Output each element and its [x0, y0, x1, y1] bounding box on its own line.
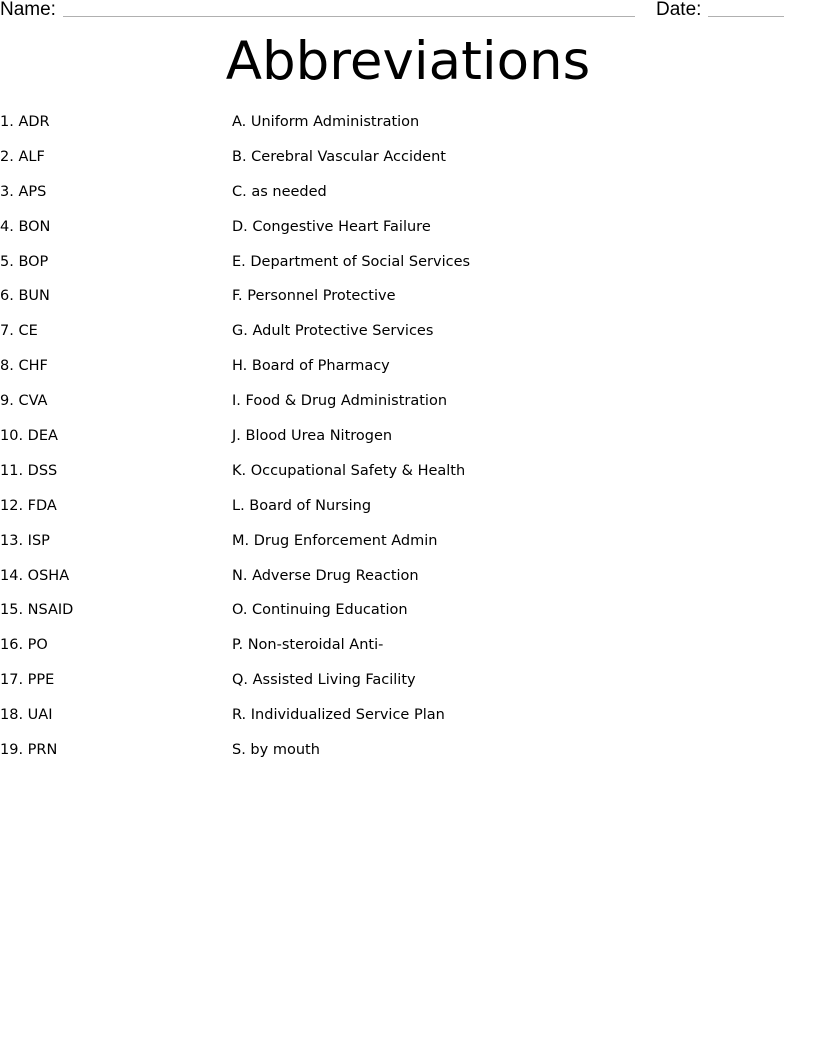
list-item	[0, 182, 816, 217]
list-item	[0, 391, 816, 426]
definition-option: O. Continuing Education	[232, 602, 408, 619]
definition-option: B. Cerebral Vascular Accident	[232, 148, 446, 165]
worksheet-header	[0, 0, 816, 24]
definition-option: S. by mouth	[232, 742, 320, 759]
abbreviation-term: 9. CVA	[0, 393, 48, 410]
abbreviation-term: 11. DSS	[0, 462, 58, 479]
definition-option: L. Board of Nursing	[232, 497, 372, 514]
abbreviation-term: 3. APS	[0, 183, 47, 200]
abbreviation-term: 16. PO	[0, 637, 48, 654]
abbreviation-term: 12. FDA	[0, 497, 57, 514]
list-item	[0, 321, 816, 356]
page-title: Abbreviations	[225, 31, 591, 92]
definition-option: H. Board of Pharmacy	[232, 358, 390, 375]
list-item	[0, 566, 816, 601]
list-item	[0, 356, 816, 391]
abbreviation-term: 7. CE	[0, 323, 38, 340]
definition-option: R. Individualized Service Plan	[232, 707, 445, 724]
definition-option: Q. Assisted Living Facility	[232, 672, 416, 689]
list-item	[0, 496, 816, 531]
definition-option: E. Department of Social Services	[232, 253, 471, 270]
list-item	[0, 461, 816, 496]
definition-option: F. Personnel Protective	[232, 288, 396, 305]
abbreviation-term: 17. PPE	[0, 672, 55, 689]
list-item	[0, 705, 816, 740]
list-item	[0, 600, 816, 635]
definition-option: M. Drug Enforcement Admin	[232, 532, 438, 549]
definition-option: P. Non-steroidal Anti-	[232, 637, 384, 654]
date-label: Date:	[656, 0, 702, 20]
definition-option: D. Congestive Heart Failure	[232, 218, 431, 235]
list-item	[0, 740, 816, 775]
abbreviation-term: 6. BUN	[0, 288, 50, 305]
name-label: Name:	[0, 0, 56, 20]
date-blank-line[interactable]	[708, 16, 784, 17]
abbreviation-term: 2. ALF	[0, 148, 45, 165]
list-item	[0, 217, 816, 252]
abbreviation-term: 1. ADR	[0, 114, 50, 130]
definition-option: K. Occupational Safety & Health	[232, 462, 466, 479]
definition-option: J. Blood Urea Nitrogen	[232, 428, 393, 445]
abbreviation-term: 15. NSAID	[0, 602, 74, 619]
abbreviation-term: 19. PRN	[0, 742, 58, 759]
list-item	[0, 670, 816, 705]
list-item	[0, 531, 816, 566]
abbreviation-term: 5. BOP	[0, 253, 49, 270]
definition-option: N. Adverse Drug Reaction	[232, 567, 419, 584]
matching-list	[0, 112, 816, 775]
list-item	[0, 635, 816, 670]
list-item	[0, 286, 816, 321]
name-blank-line[interactable]	[63, 16, 635, 17]
abbreviation-term: 13. ISP	[0, 532, 50, 549]
definition-option: I. Food & Drug Administration	[232, 393, 448, 410]
list-item	[0, 252, 816, 287]
definition-option: C. as needed	[232, 183, 327, 200]
abbreviation-term: 14. OSHA	[0, 567, 70, 584]
list-item	[0, 112, 816, 147]
abbreviation-term: 8. CHF	[0, 358, 48, 375]
abbreviation-term: 10. DEA	[0, 428, 58, 445]
definition-option: A. Uniform Administration	[232, 114, 420, 130]
abbreviation-term: 4. BON	[0, 218, 51, 235]
list-item	[0, 147, 816, 182]
abbreviation-term: 18. UAI	[0, 707, 53, 724]
list-item	[0, 426, 816, 461]
definition-option: G. Adult Protective Services	[232, 323, 434, 340]
